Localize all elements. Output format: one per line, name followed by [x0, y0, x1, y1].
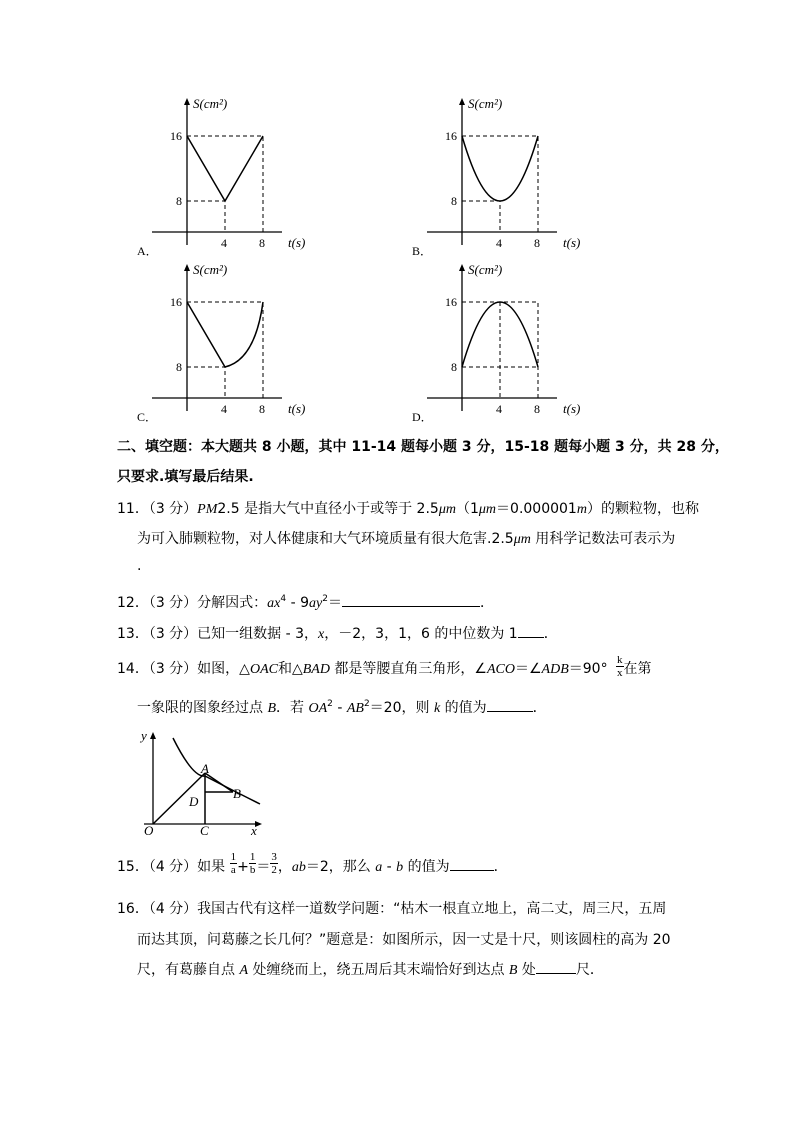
label-d: D [189, 794, 199, 809]
fraction-k-over-x: $\frac{k}{x}$ [617, 653, 623, 679]
x-label: t(s) [288, 235, 306, 250]
q14-line1: 14．（3 分）如图，△OAC和△BAD 都是等腰直角三角形，∠ACO＝∠ADB＝90° $\frac{k}{x}$ 在第 [117, 653, 652, 679]
guide-top [187, 302, 263, 398]
graph-curve [187, 302, 263, 367]
tick-8: 8 [176, 194, 182, 208]
guide-top [462, 136, 538, 232]
guide-mid [187, 367, 225, 398]
x-label: t(s) [288, 401, 306, 416]
label-a: A [201, 761, 209, 776]
y-axis-arrow [184, 98, 190, 105]
hyperbola [173, 738, 260, 804]
answer-blank[interactable] [487, 697, 533, 712]
tick-16: 16 [445, 129, 457, 143]
q12: 12．（3 分）分解因式：$ax^4 - 9ay^2=$ ． [117, 594, 494, 611]
y-axis-arrow [459, 98, 465, 105]
tick-8x: 8 [259, 236, 265, 250]
tick-4: 4 [221, 402, 227, 416]
tick-8x: 8 [534, 236, 540, 250]
tick-4: 4 [221, 236, 227, 250]
y-axis-arrow [459, 264, 465, 271]
option-letter: A． [137, 244, 158, 258]
q11-line2: 为可入肺颗粒物，对人体健康和大气环境质量有很大危害.2.5μm 用科学记数法可表示为 [137, 531, 676, 547]
guide-mid [462, 201, 500, 232]
y-axis-arrow [184, 264, 190, 271]
y-axis-arrow [150, 732, 156, 739]
tick-16: 16 [445, 295, 457, 309]
tick-16: 16 [170, 295, 182, 309]
label-x: x [251, 823, 257, 838]
graph-curve [187, 136, 263, 201]
answer-blank[interactable] [450, 856, 494, 871]
fraction-3-over-2: $\frac{3}{2}$ [271, 850, 277, 876]
tick-8x: 8 [534, 402, 540, 416]
tick-16: 16 [170, 129, 182, 143]
fraction-1-over-a: $\frac{1}{a}$ [230, 850, 237, 876]
fraction-1-over-b: $\frac{1}{b}$ [249, 850, 256, 876]
x-label: t(s) [563, 235, 581, 250]
label-o: O [144, 823, 154, 838]
graph-c [130, 261, 306, 426]
q13: 13．（3 分）已知一组数据 - 3，x，－2，3，1，6 的中位数为 1 ． [117, 623, 558, 643]
q14-line2: 一象限的图象经过点 B．若 $OA^2 - AB^2=20$，则 k 的值为 ． [137, 699, 547, 716]
y-label: S(cm²) [468, 262, 503, 277]
tick-8: 8 [451, 360, 457, 374]
guide-top [187, 136, 263, 232]
label-b: B [233, 786, 241, 801]
label-c: C [200, 823, 209, 838]
guide-mid [187, 201, 225, 232]
tick-4: 4 [496, 402, 502, 416]
option-letter: B． [412, 244, 433, 258]
graph-b [405, 95, 581, 260]
section-heading-line1: 二、填空题：本大题共 8 小题，其中 11-14 题每小题 3 分，15-18 题每小题 3 分，共 28 分， [117, 439, 729, 455]
tick-8x: 8 [259, 402, 265, 416]
y-label: S(cm²) [193, 262, 228, 277]
tick-8: 8 [451, 194, 457, 208]
answer-blank[interactable] [518, 623, 544, 638]
answer-blank[interactable] [342, 592, 480, 607]
section-heading-line2: 只要求.填写最后结果. [117, 469, 254, 485]
q15: 15．（4 分）如果 $\frac{1}{a}$ + $\frac{1}{b}$ ＝ $\frac{3}{2}$ ，ab＝2，那么 a - b 的值为 ． [117, 850, 508, 876]
segment-ab [205, 773, 233, 792]
option-letter: D． [412, 410, 433, 424]
q16-line1: 16．（4 分）我国古代有这样一道数学问题：“枯木一根直立地上，高二丈，周三尺，五周 [117, 901, 667, 917]
y-label: S(cm²) [193, 96, 228, 111]
graph-curve [462, 136, 538, 201]
x-label: t(s) [563, 401, 581, 416]
answer-blank[interactable] [536, 959, 576, 974]
tick-4: 4 [496, 236, 502, 250]
y-label: S(cm²) [468, 96, 503, 111]
label-y: y [141, 728, 147, 743]
option-letter: C． [137, 410, 158, 424]
q16-line3: 尺，有葛藤自点 A 处缠绕而上，绕五周后其末端恰好到达点 B 处 尺． [137, 959, 604, 979]
graph-a [130, 95, 306, 260]
tick-8: 8 [176, 360, 182, 374]
q14-figure [138, 728, 268, 838]
q11-line3: . [137, 558, 142, 574]
graph-d [405, 261, 581, 426]
q16-line2: 而达其顶，问葛藤之长几何？”题意是：如图所示，因一丈是十尺，则该圆柱的高为 20 [137, 932, 671, 948]
q11-line1: 11．（3 分）PM2.5 是指大气中直径小于或等于 2.5μm（1μm＝0.000001m）的颗粒物，也称 [117, 501, 699, 517]
